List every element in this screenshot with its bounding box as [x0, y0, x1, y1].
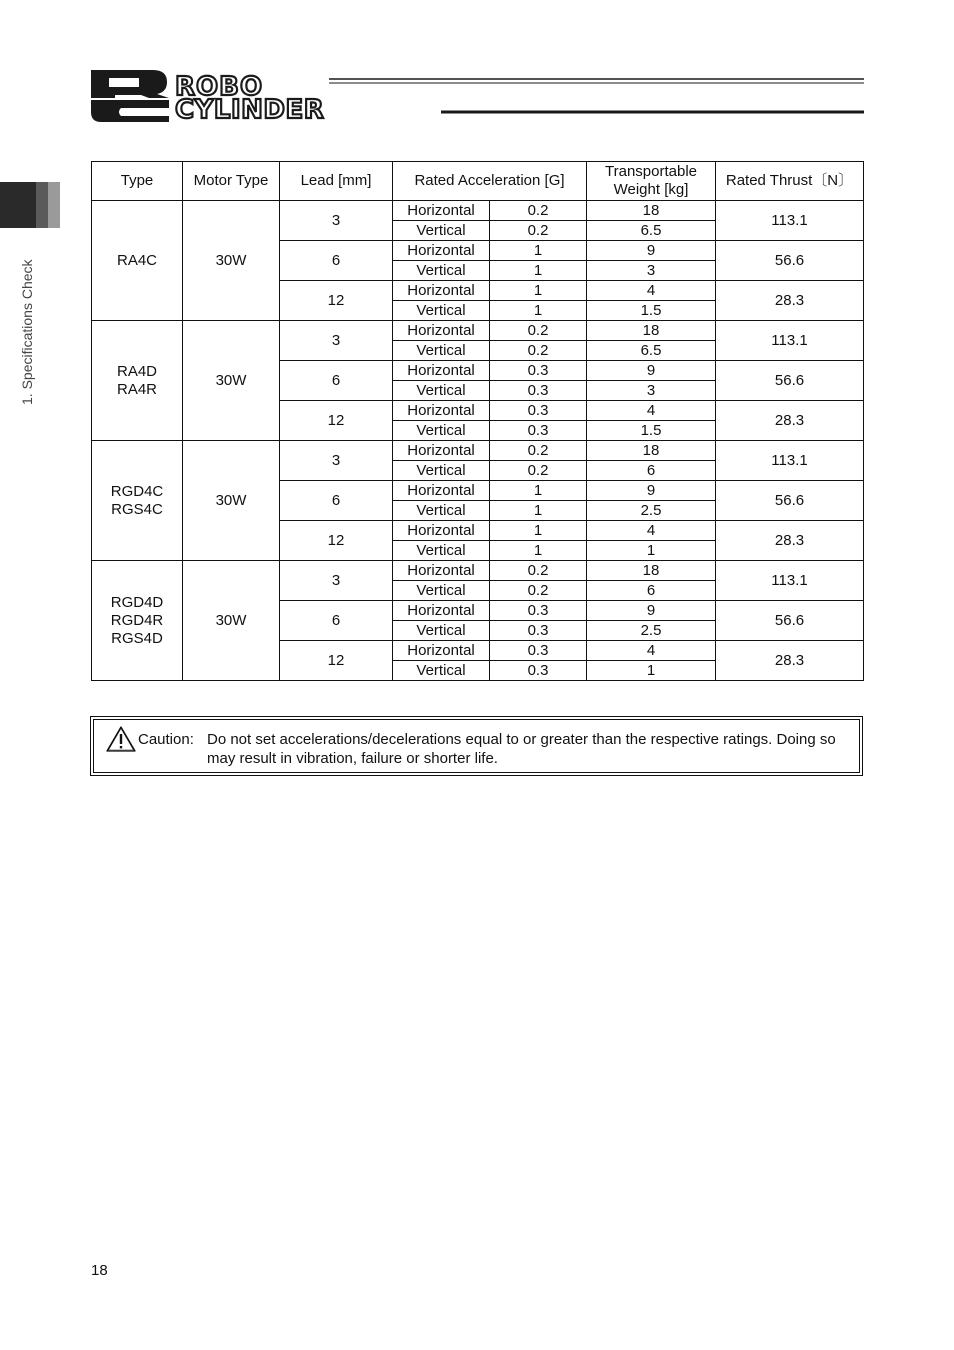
thrust-cell: 56.6 — [716, 601, 864, 641]
weight-cell: 3 — [587, 381, 716, 401]
thrust-cell: 28.3 — [716, 401, 864, 441]
lead-cell: 3 — [280, 441, 393, 481]
motor-type-cell: 30W — [183, 321, 280, 441]
svg-text:ROBO: ROBO — [175, 72, 264, 102]
model-name: RA4D — [116, 362, 157, 380]
motor-type-cell: 30W — [183, 441, 280, 561]
direction-cell: Vertical — [393, 381, 490, 401]
lead-cell: 12 — [280, 401, 393, 441]
direction-cell: Horizontal — [393, 361, 490, 381]
header-type: Type — [92, 162, 183, 201]
weight-cell: 4 — [587, 281, 716, 301]
acceleration-cell: 1 — [490, 541, 587, 561]
lead-cell: 6 — [280, 361, 393, 401]
lead-cell: 12 — [280, 641, 393, 681]
motor-type-cell: 30W — [183, 561, 280, 681]
acceleration-cell: 0.2 — [490, 461, 587, 481]
lead-cell: 3 — [280, 201, 393, 241]
motor-type-cell: 30W — [183, 201, 280, 321]
direction-cell: Vertical — [393, 461, 490, 481]
chapter-tab — [0, 182, 60, 228]
direction-cell: Vertical — [393, 301, 490, 321]
type-cell — [92, 201, 183, 321]
acceleration-cell: 0.3 — [490, 361, 587, 381]
direction-cell: Vertical — [393, 621, 490, 641]
caution-label: Caution: — [138, 731, 194, 748]
weight-cell: 2.5 — [587, 621, 716, 641]
thrust-cell: 28.3 — [716, 521, 864, 561]
acceleration-cell: 1 — [490, 521, 587, 541]
model-name: RGD4C — [110, 482, 164, 500]
weight-cell: 18 — [587, 441, 716, 461]
direction-cell: Horizontal — [393, 241, 490, 261]
weight-cell: 6.5 — [587, 221, 716, 241]
direction-cell: Horizontal — [393, 281, 490, 301]
direction-cell: Horizontal — [393, 601, 490, 621]
thrust-cell: 113.1 — [716, 561, 864, 601]
specifications-table — [91, 161, 864, 681]
acceleration-cell: 0.2 — [490, 321, 587, 341]
lead-cell: 12 — [280, 521, 393, 561]
acceleration-cell: 0.2 — [490, 221, 587, 241]
direction-cell: Horizontal — [393, 641, 490, 661]
weight-cell: 6 — [587, 461, 716, 481]
weight-cell: 6.5 — [587, 341, 716, 361]
caution-text: Do not set accelerations/decelerations equal to or greater than the respective ratings. Doing so may result in vibration, failure or shorter life. — [207, 731, 836, 767]
direction-cell: Vertical — [393, 221, 490, 241]
thrust-cell: 113.1 — [716, 201, 864, 241]
acceleration-cell: 1 — [490, 241, 587, 261]
acceleration-cell: 0.2 — [490, 441, 587, 461]
thrust-cell: 113.1 — [716, 441, 864, 481]
thrust-cell: 28.3 — [716, 641, 864, 681]
model-name: RA4R — [116, 380, 157, 398]
weight-cell: 18 — [587, 201, 716, 221]
direction-cell: Vertical — [393, 421, 490, 441]
weight-cell: 4 — [587, 521, 716, 541]
header-rated-acceleration: Rated Acceleration [G] — [393, 162, 587, 201]
acceleration-cell: 0.2 — [490, 561, 587, 581]
thrust-cell: 56.6 — [716, 241, 864, 281]
thrust-cell: 113.1 — [716, 321, 864, 361]
direction-cell: Horizontal — [393, 481, 490, 501]
acceleration-cell: 0.2 — [490, 201, 587, 221]
acceleration-cell: 0.3 — [490, 661, 587, 681]
table-header-row — [92, 162, 864, 201]
acceleration-cell: 1 — [490, 501, 587, 521]
weight-cell: 9 — [587, 241, 716, 261]
weight-cell: 1.5 — [587, 421, 716, 441]
direction-cell: Vertical — [393, 501, 490, 521]
model-name: RA4C — [116, 251, 157, 269]
acceleration-cell: 0.3 — [490, 621, 587, 641]
type-cell — [92, 441, 183, 561]
header-lead: Lead [mm] — [280, 162, 393, 201]
page-number: 18 — [91, 1262, 108, 1279]
caution-box — [90, 716, 863, 776]
direction-cell: Vertical — [393, 541, 490, 561]
acceleration-cell: 0.2 — [490, 581, 587, 601]
lead-cell: 6 — [280, 481, 393, 521]
weight-cell: 2.5 — [587, 501, 716, 521]
weight-cell: 18 — [587, 321, 716, 341]
model-name: RGD4R — [110, 611, 164, 629]
lead-cell: 3 — [280, 561, 393, 601]
weight-cell: 4 — [587, 401, 716, 421]
acceleration-cell: 0.3 — [490, 601, 587, 621]
acceleration-cell: 0.3 — [490, 401, 587, 421]
warning-triangle-icon — [106, 726, 136, 752]
acceleration-cell: 0.3 — [490, 641, 587, 661]
weight-cell: 18 — [587, 561, 716, 581]
weight-cell: 9 — [587, 361, 716, 381]
weight-cell: 9 — [587, 601, 716, 621]
direction-cell: Horizontal — [393, 561, 490, 581]
header-transportable-weight: Transportable Weight [kg] — [587, 162, 716, 201]
header-motor-type: Motor Type — [183, 162, 280, 201]
lead-cell: 6 — [280, 241, 393, 281]
lead-cell: 12 — [280, 281, 393, 321]
lead-cell: 3 — [280, 321, 393, 361]
model-name: RGS4C — [111, 500, 163, 518]
svg-text:CYLINDER: CYLINDER — [175, 95, 325, 125]
table-row — [92, 441, 864, 461]
section-label: 1. Specifications Check — [19, 259, 35, 405]
acceleration-cell: 0.2 — [490, 341, 587, 361]
acceleration-cell: 0.3 — [490, 421, 587, 441]
direction-cell: Vertical — [393, 261, 490, 281]
type-cell — [92, 321, 183, 441]
direction-cell: Horizontal — [393, 321, 490, 341]
type-cell — [92, 561, 183, 681]
direction-cell: Horizontal — [393, 521, 490, 541]
direction-cell: Vertical — [393, 341, 490, 361]
acceleration-cell: 1 — [490, 301, 587, 321]
weight-cell: 3 — [587, 261, 716, 281]
table-row — [92, 201, 864, 221]
acceleration-cell: 1 — [490, 481, 587, 501]
model-name: RGD4D — [110, 593, 164, 611]
weight-cell: 1 — [587, 541, 716, 561]
acceleration-cell: 1 — [490, 281, 587, 301]
weight-cell: 4 — [587, 641, 716, 661]
weight-cell: 9 — [587, 481, 716, 501]
table-row — [92, 321, 864, 341]
acceleration-cell: 0.3 — [490, 381, 587, 401]
direction-cell: Horizontal — [393, 441, 490, 461]
thrust-cell: 56.6 — [716, 361, 864, 401]
weight-cell: 1.5 — [587, 301, 716, 321]
thrust-cell: 28.3 — [716, 281, 864, 321]
acceleration-cell: 1 — [490, 261, 587, 281]
header-rated-thrust: Rated Thrust〔N〕 — [716, 162, 864, 201]
model-name: RGS4D — [111, 629, 163, 647]
robo-cylinder-logo — [91, 68, 866, 126]
direction-cell: Horizontal — [393, 201, 490, 221]
direction-cell: Vertical — [393, 581, 490, 601]
table-row — [92, 561, 864, 581]
direction-cell: Vertical — [393, 661, 490, 681]
direction-cell: Horizontal — [393, 401, 490, 421]
weight-cell: 1 — [587, 661, 716, 681]
weight-cell: 6 — [587, 581, 716, 601]
lead-cell: 6 — [280, 601, 393, 641]
thrust-cell: 56.6 — [716, 481, 864, 521]
